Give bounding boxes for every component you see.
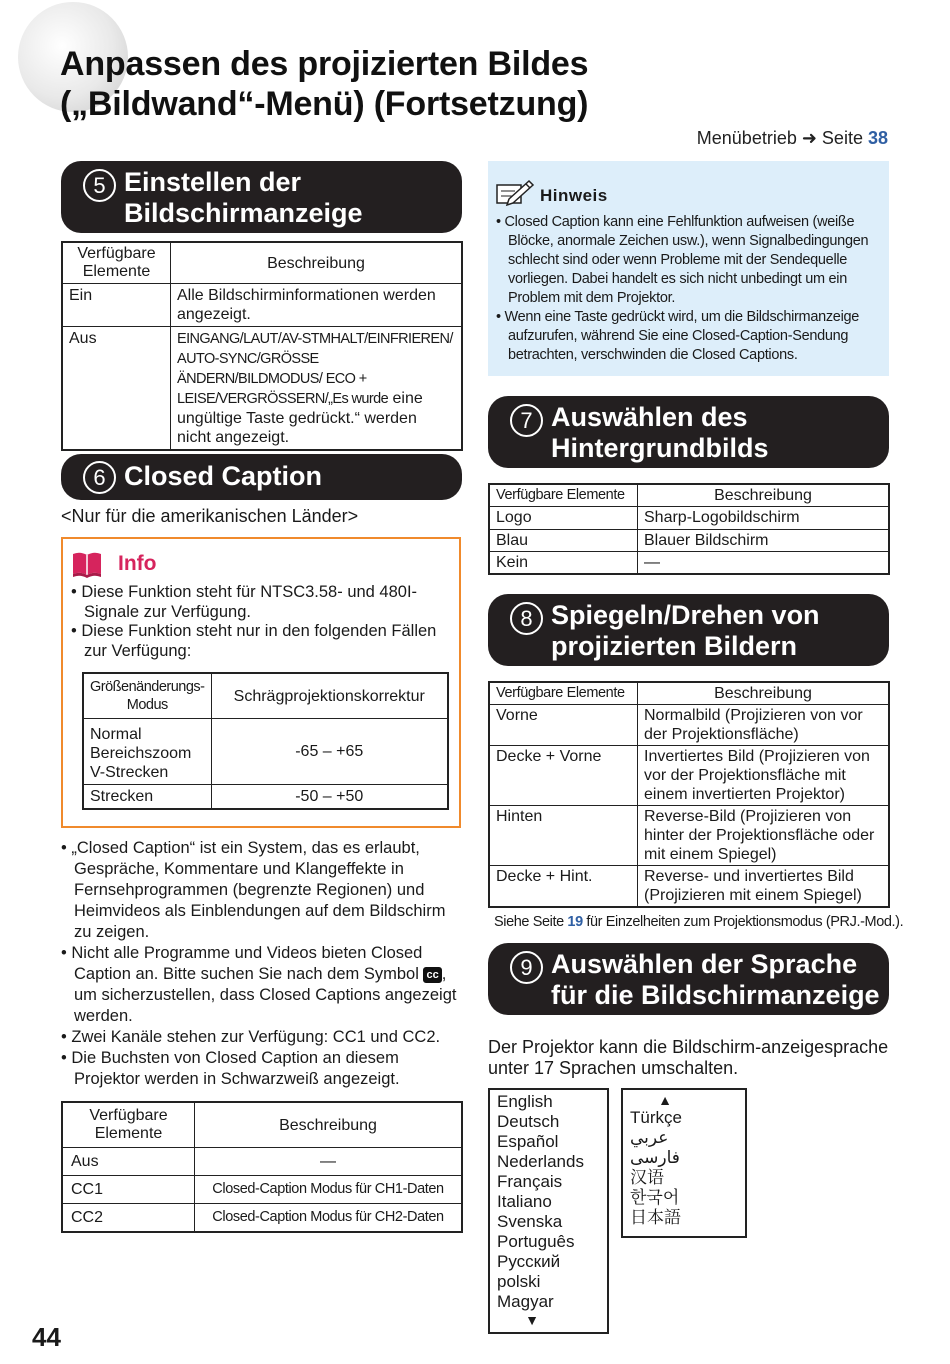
projection-mode-note [494,914,903,930]
table-row [62,1176,462,1204]
table-header: Verfügbare Elemente [62,242,171,284]
list-item: • Die Buchsten von Closed Caption an diesem Projektor werden in Schwarzweiß angezeigt. [61,1048,463,1090]
language-farsi: فارسی [630,1148,680,1167]
info-box [61,537,461,828]
closed-caption-bullets [61,838,463,1090]
table-row [489,705,889,746]
table-cell: Closed-Caption Modus für CH2-Daten [195,1204,463,1233]
table-cell: Sharp-Logobildschirm [638,507,890,530]
table-cell: Decke + Hint. [489,866,638,908]
table-cell: Reverse- und invertiertes Bild (Projizieren mit einem Spiegel) [638,866,890,908]
background-table [488,483,890,575]
table-cell: -50 – +50 [211,785,448,810]
list-item: • Zwei Kanäle stehen zur Verfügung: CC1 und CC2. [61,1027,463,1048]
list-item: • Wenn eine Taste gedrückt wird, um die Bildschirmanzeige aufzurufen, während Sie eine Closed-Caption-Sendung betrachten, verschwinden die Closed Captions. [496,308,882,365]
display-settings-table [61,241,463,451]
table-row [62,1148,462,1176]
list-item: • Diese Funktion steht für NTSC3.58- und 480I-Signale zur Verfügung. [71,583,455,622]
closed-caption-icon: cc [423,967,441,983]
section-7-heading [488,396,889,468]
pencil-note-icon [495,177,535,207]
keystone-table [82,672,449,810]
table-cell: Decke + Vorne [489,746,638,806]
list-item: • Diese Funktion steht nur in den folgenden Fällen zur Verfügung: [71,622,455,661]
list-item: • „Closed Caption“ ist ein System, das es erlaubt, Gespräche, Kommentare und Klangeffekte in Fernsehprogrammen (begrenzte Regionen) und Heimvideos als Einblendungen auf dem Bildschirm zu zeigen. [61,838,463,943]
note-text: Siehe Seite [494,914,568,930]
list-item: • Closed Caption kann eine Fehlfunktion aufweisen (weiße Blöcke, anormale Zeichen usw.), wenn Signalbedingungen schlecht sind oder wenn Probleme mit der Sendequelle vorliegen. Dabei handelt es sich nicht unbedingt um ein Problem mit dem Projektor. [496,213,882,308]
table-header: Beschreibung [195,1102,463,1148]
table-row [62,284,462,327]
table-cell [83,719,211,785]
page-title [60,44,588,124]
section-8-number: 8 [510,602,543,635]
language-svenska: Svenska [497,1212,563,1231]
menu-ref-text: Menübetrieb ➜ Seite [696,128,868,148]
language-english: English [497,1092,553,1111]
table-cell: Vorne [489,705,638,746]
table-header: Beschreibung [638,682,890,705]
section-8-title-line1: Spiegeln/Drehen von [551,600,820,630]
section-6-number: 6 [83,461,116,494]
table-cell: Aus [62,1148,195,1176]
table-header: Verfügbare Elemente [489,484,638,507]
language-russian: Русский [497,1252,561,1271]
table-header: Beschreibung [638,484,890,507]
language-polski: polski [497,1272,541,1291]
table-row [62,327,462,451]
page-title-line2: („Bildwand“-Menü) (Fortsetzung) [60,85,589,123]
book-icon [71,551,103,578]
info-title: Info [118,552,157,575]
language-nederlands: Nederlands [497,1152,584,1171]
table-cell: -65 – +65 [211,719,448,785]
table-cell: Reverse-Bild (Projizieren von hinter der Projektionsfläche oder mit einem Spiegel) [638,806,890,866]
menu-ref-page-link[interactable]: 38 [867,128,888,148]
table-cell: Strecken [83,785,211,810]
table-row [489,806,889,866]
table-cell: — [195,1148,463,1176]
bullet-text: Nicht alle Programme und Videos bieten Closed Caption an. Bitte suchen Sie nach dem Symbol [71,944,423,983]
section-7-title-line2: Hintergrundbilds [551,433,769,463]
section-9-number: 9 [510,951,543,984]
table-row [83,785,448,810]
note-page-link[interactable]: 19 [567,914,583,930]
note-text: für Einzelheiten zum Projektionsmodus (PRJ.-Mod.). [582,914,904,930]
section-5-title-line1: Einstellen der [124,167,302,197]
table-cell: Invertiertes Bild (Projizieren von vor der Projektionsfläche mit einem invertierten Projektor) [638,746,890,806]
mode-area-zoom: Bereichszoom [90,745,192,762]
section-7-number: 7 [510,404,543,437]
language-deutsch: Deutsch [497,1112,560,1131]
section-8-title-line2: projizierten Bildern [551,631,798,661]
hint-box [488,161,889,376]
table-cell: CC1 [62,1176,195,1204]
projection-mode-table [488,681,890,908]
hint-bullets [496,213,882,365]
closed-caption-table [61,1101,463,1233]
section-9-title-line1: Auswählen der Sprache [551,949,858,979]
table-cell: CC2 [62,1204,195,1233]
table-row [489,530,889,552]
table-header: Schrägprojektionskorrektur [211,673,448,719]
table-row [489,507,889,530]
section-8-heading [488,594,889,666]
menu-reference [697,128,888,149]
language-turkce: Türkçe [630,1108,682,1127]
table-cell: Ein [62,284,171,327]
language-chinese: 汉语 [630,1168,664,1187]
table-cell: Aus [62,327,171,451]
table-cell: — [638,552,890,575]
table-cell: Closed-Caption Modus für CH1-Daten [195,1176,463,1204]
table-cell: Blau [489,530,638,552]
language-japanese: 日本語 [630,1208,681,1227]
section-5-title-line2: Bildschirmanzeige [124,198,363,228]
language-korean: 한국어 [630,1188,680,1207]
section-5-number: 5 [83,169,116,202]
table-cell: Normalbild (Projizieren von vor der Projektionsfläche) [638,705,890,746]
table-cell: Alle Bildschirminformationen werden angezeigt. [171,284,463,327]
info-bullets [71,583,455,661]
arrow-up-icon: ▲ [658,1092,672,1108]
table-cell: Kein [489,552,638,575]
page-title-line1: Anpassen des projizierten Bildes [60,45,589,83]
language-arabic: عربي [630,1128,669,1147]
section-6-title: Closed Caption [124,461,323,491]
page-number: 44 [32,1322,61,1352]
table-row [489,552,889,575]
table-header: Beschreibung [171,242,463,284]
table-row [62,1204,462,1233]
language-italiano: Italiano [497,1192,552,1211]
language-list-right [621,1088,747,1238]
table-header: Größenänderungs-Modus [83,673,211,719]
section-9-title-line2: für die Bildschirmanzeige [551,980,880,1010]
desc-rest-text: eine ungültige Taste gedrückt.“ werden nicht angezeigt. [177,390,423,446]
table-cell: Logo [489,507,638,530]
table-cell-multipart [171,327,463,451]
bullet-text: , um sicherzustellen, dass Closed Captions angezeigt werden. [74,965,457,1025]
language-espanol: Español [497,1132,559,1151]
section-7-title-line1: Auswählen des [551,402,748,432]
hint-title: Hinweis [540,186,608,205]
region-note: <Nur für die amerikanischen Länder> [61,506,359,526]
table-header: Verfügbare Elemente [62,1102,195,1148]
table-row [489,866,889,908]
language-list-left [488,1088,609,1334]
section-5-heading [61,161,462,233]
arrow-down-icon: ▼ [525,1312,539,1328]
section-6-heading [61,454,462,500]
table-row [489,746,889,806]
language-francais: Français [497,1172,563,1191]
list-item [61,943,463,1027]
table-cell: Hinten [489,806,638,866]
language-portugues: Português [497,1232,575,1251]
section-9-heading [488,943,889,1015]
mode-v-stretch: V-Strecken [90,764,169,781]
language-intro: Der Projektor kann die Bildschirm-anzeigesprache unter 17 Sprachen umschalten. [488,1037,889,1078]
mode-normal: Normal [90,726,142,743]
table-cell: Blauer Bildschirm [638,530,890,552]
table-row [83,719,448,785]
language-magyar: Magyar [497,1292,554,1311]
condensed-text: EINGANG/LAUT/AV-STMHALT/EINFRIEREN/ AUTO-SYNC/GRÖSSE ÄNDERN/BILDMODUS/ ECO + LEISE/VERGRÖSSERN/„Es wurde [177,331,453,407]
table-header: Verfügbare Elemente [489,682,638,705]
